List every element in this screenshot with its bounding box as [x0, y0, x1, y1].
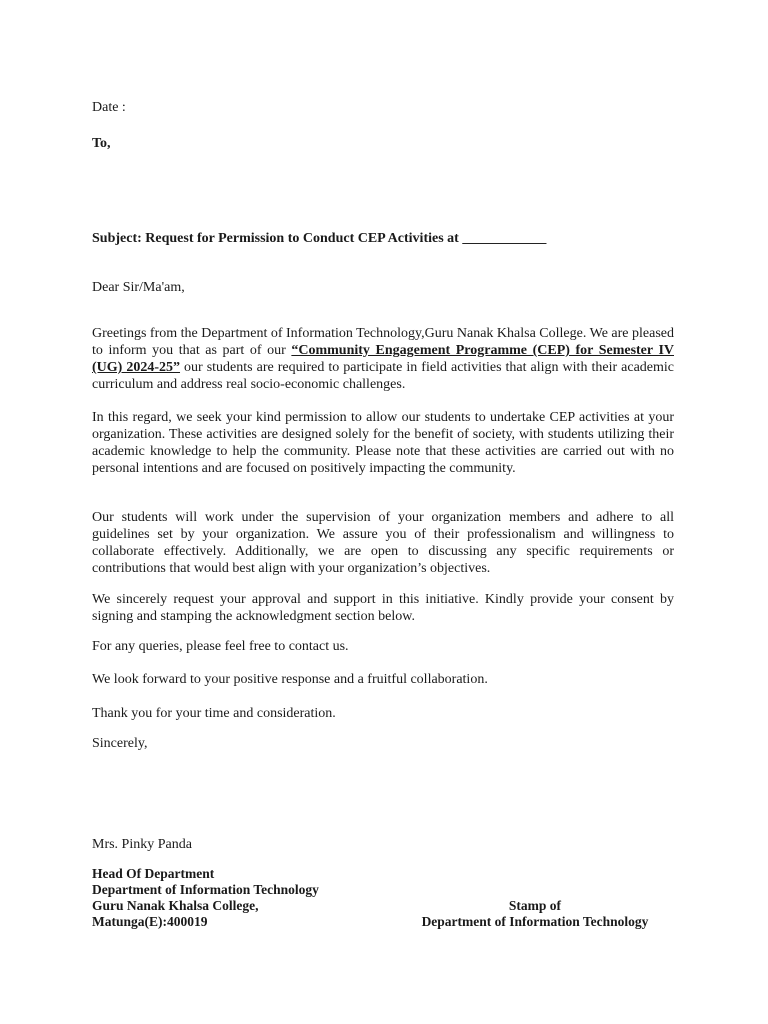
stamp-label: Stamp of — [508, 898, 562, 913]
programme-name: “Community Engagement Programme (CEP) for Semester IV (UG) 2024-25” — [92, 343, 674, 375]
paragraph-look-forward: We look forward to your positive response and a fruitful collaboration. — [92, 672, 488, 687]
subject-line: Subject: Request for Permission to Conduct CEP Activities at ____________ — [92, 231, 547, 246]
greetings-text-end: our students are required to participate in field activities that align with their academic curriculum and address real socio-economic challenges. — [92, 360, 674, 392]
stamp-department: Department of Information Technology — [421, 914, 649, 929]
closing: Sincerely, — [92, 736, 148, 751]
paragraph-supervision: Our students will work under the supervision of your organization members and adhere to all guidelines set by your organization. We assure you of their professionalism and willingness to collaborate effectively. Additionally, we are open to discussing any specific requirements or contributions that would best align with your organization’s objectives. — [92, 510, 674, 576]
paragraph-thanks: Thank you for your time and consideration. — [92, 706, 336, 721]
signer-block — [92, 866, 319, 930]
paragraph-greetings — [92, 325, 674, 393]
signer-college: Guru Nanak Khalsa College, — [92, 898, 259, 913]
paragraph-request: We sincerely request your approval and support in this initiative. Kindly provide your consent by signing and stamping the acknowledgment section below. — [92, 592, 674, 624]
salutation: Dear Sir/Ma'am, — [92, 280, 185, 295]
stamp-block — [400, 898, 670, 930]
paragraph-queries: For any queries, please feel free to contact us. — [92, 639, 349, 654]
signer-name: Mrs. Pinky Panda — [92, 837, 192, 852]
greetings-text-start: Greetings from the Department of Information Technology,Guru Nanak Khalsa College. We are pleased to inform you that as part of our — [92, 326, 674, 358]
signer-address: Matunga(E):400019 — [92, 914, 208, 929]
paragraph-permission: In this regard, we seek your kind permission to allow our students to undertake CEP activities at your organization. These activities are designed solely for the benefit of society, with students utilizing their academic knowledge to help the community. Please note that these activities are carried out with no personal intentions and are focused on positively impacting the community. — [92, 410, 674, 476]
date-label: Date : — [92, 100, 126, 115]
signer-department: Department of Information Technology — [92, 882, 319, 897]
to-label: To, — [92, 136, 111, 151]
signer-title: Head Of Department — [92, 866, 215, 881]
